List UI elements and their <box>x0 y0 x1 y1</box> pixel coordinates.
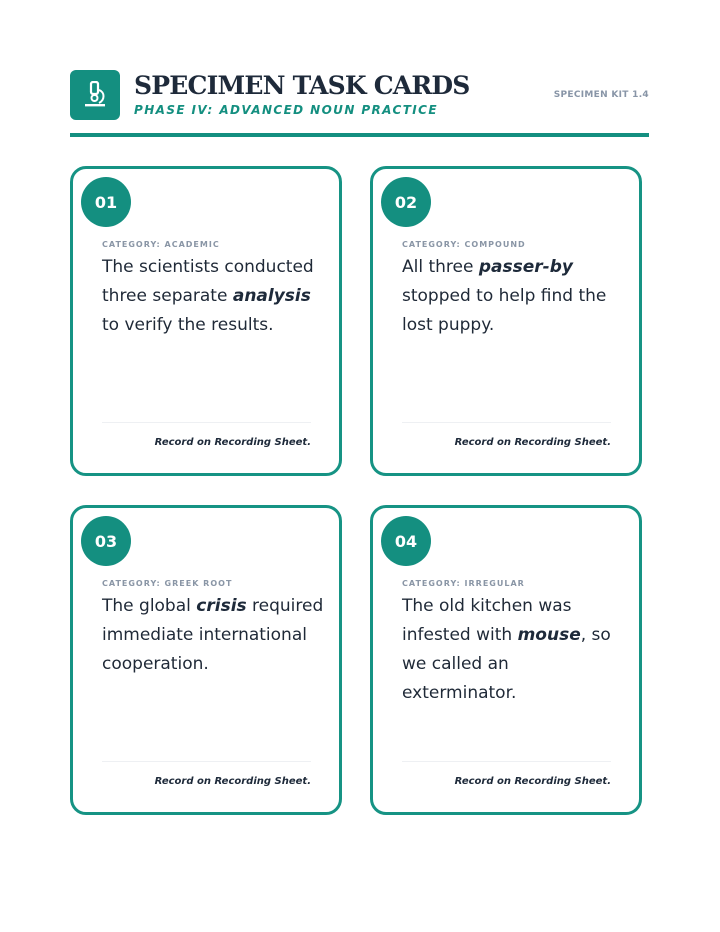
page-title: SPECIMEN TASK CARDS <box>134 71 470 100</box>
card-category: CATEGORY: GREEK ROOT <box>102 579 233 588</box>
card-number-badge: 01 <box>81 177 131 227</box>
card-number-badge: 04 <box>381 516 431 566</box>
task-card-01 <box>70 166 342 476</box>
target-noun: analysis <box>232 286 311 306</box>
page-subtitle: PHASE IV: ADVANCED NOUN PRACTICE <box>134 103 438 117</box>
card-number-badge: 03 <box>81 516 131 566</box>
kit-label: SPECIMEN KIT 1.4 <box>553 90 649 100</box>
target-noun: mouse <box>517 625 581 645</box>
card-divider <box>102 422 311 423</box>
logo <box>70 70 120 120</box>
header-rule <box>70 133 649 137</box>
card-divider <box>102 761 311 762</box>
card-sentence: All three passer-by stopped to help find the lost puppy. <box>402 257 607 335</box>
card-footer: Record on Recording Sheet. <box>454 437 611 448</box>
task-card-02 <box>370 166 642 476</box>
target-noun: passer-by <box>478 257 573 277</box>
card-category: CATEGORY: ACADEMIC <box>102 240 220 249</box>
card-number-badge: 02 <box>381 177 431 227</box>
card-category: CATEGORY: IRREGULAR <box>402 579 525 588</box>
card-category: CATEGORY: COMPOUND <box>402 240 526 249</box>
task-card-03 <box>70 505 342 815</box>
card-footer: Record on Recording Sheet. <box>154 437 311 448</box>
card-divider <box>402 761 611 762</box>
task-card-04 <box>370 505 642 815</box>
card-sentence: The old kitchen was infested with mouse, so we called an exterminator. <box>402 596 611 703</box>
card-sentence: The scientists conducted three separate analysis to verify the results. <box>102 257 314 335</box>
target-noun: crisis <box>196 596 247 616</box>
card-footer: Record on Recording Sheet. <box>454 776 611 787</box>
page-header <box>70 70 649 120</box>
card-footer: Record on Recording Sheet. <box>154 776 311 787</box>
card-divider <box>402 422 611 423</box>
card-sentence: The global crisis required immediate international cooperation. <box>102 596 324 674</box>
microscope-icon <box>82 81 108 109</box>
